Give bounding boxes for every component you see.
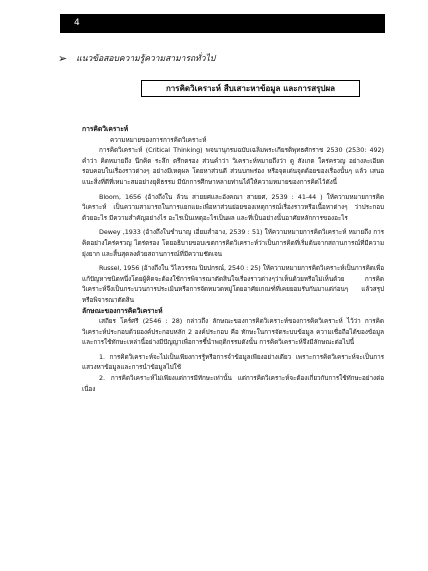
list-item: 1. การคิดวิเคราะห์จะไม่เป็นเพียงการรู้หรือการจำข้อมูลเพียงอย่างเดียว เพราะการคิดวิเคราะห์จะเป็นการแสวงหาข้อมูลและการนำข้อมูลไปใช้	[82, 352, 384, 372]
heading-characteristics: ลักษณะของการคิดวิเคราะห์	[82, 306, 163, 315]
chapter-title: การคิดวิเคราะห์ สืบเสาะหาข้อมูล และการสรุปผล	[165, 84, 336, 93]
document-body	[82, 124, 384, 394]
arrow-bullet-icon: ➢	[58, 51, 68, 65]
paragraph: การคิดวิเคราะห์ (Critical Thinking) พจนานุกรมฉบับเฉลิมพระเกียรติพุทธศักราช 2530 (2530: 492) คำว่า คิดหมายถึง นึกคิด ระลึก ตรึกตรอง ส่วนคำว่า วิเคราะห์หมายถึงว่า ดู สังเกต ใคร่ครวญ อย่างละเอียดรอบคอบในเรื่องราวต่างๆ อย่างมีเหตุผล โดยหาส่วนดี ส่วนบกพร่อง หรือจุดเด่นจุดด้อยของเรื่องนั้นๆ แล้ว เสนอแนะสิ่งที่ดีที่เหมาะสมอย่างยุติธรรม มีนักการศึกษาหลายท่านได้ให้ความหมายของการคิดไว้ดังนี้	[82, 146, 384, 186]
paragraph: Dewey ,1933 (อ้างถึงในชำนาญ เอี่ยมสำอาง, 2539 : 51) ให้ความหมายการคิดวิเคราะห์ หมายถึง การคิดอย่างใคร่ครวญ ไตร่ตรอง โดยอธิบายขอบเขตการคิดวิเคราะห์ว่าเป็นการคิดที่เริ่มต้นจากสถานการณ์ที่มีความยุ่งยาก และสิ้นสุดลงด้วยสถานการณ์ที่มีความชัดเจน	[82, 228, 384, 258]
paragraph: เสถียร โคร์ศรี (2546 : 28) กล่าวถึง ลักษณะของการคิดวิเคราะห์ของการคิดวิเคราะห์ ไว้ว่า การคิดวิเคราะห์ประกอบด้วยองค์ประกอบหลัก 2 องค์ประกอบ คือ ทักษะในการจัดระบบข้อมูล ความเชื่อถือได้ของข้อมูล และการใช้ทักษะเหล่านี้อย่างมีปัญญาเพื่อการชี้นำพฤติกรรมดังนั้น การคิดวิเคราะห์จึงมีลักษณะต่อไปนี้	[82, 317, 384, 347]
chapter-title-box	[141, 80, 360, 97]
section-title: แนวข้อสอบความรู้ความสามารถทั่วไป	[76, 54, 216, 64]
heading-critical-thinking: การคิดวิเคราะห์	[82, 125, 129, 133]
subheading-meaning: ความหมายของการการคิดวิเคราะห์	[110, 135, 207, 144]
paragraph: Russel, 1956 (อ้างถึงใน วิไลวรรณ ปิยปกรณ์, 2540 : 25) ให้ความหมายการคิดวิเคราะห์เป็นการคิดเพื่อแก้ปัญหาชนิดหนึ่งโดยผู้คิดจะต้องใช้การพิจารณาตัดสินใจเรื่องราวต่างๆว่าเห็นด้วยหรือไม่เห็นด้วย การคิดวิเคราะห์จึงเป็นกระบวนการประเมินหรือการจัดหมวดหมู่โดยอาศัยเกณฑ์ที่เคยยอมรับกันมาแต่ก่อนๆ แล้วสรุปหรือพิจารณาตัดสิน	[82, 264, 384, 304]
section-header	[58, 51, 215, 65]
list-item: 2. การคิดวิเคราะห์ไม่เพียงแต่การมีทักษะเท่านั้น แต่การคิดวิเคราะห์จะต้องเกี่ยวกับการใช้ทักษะอย่างต่อเนื่อง	[82, 374, 384, 393]
page-number: 4	[74, 18, 80, 28]
page-number-bar	[60, 14, 385, 33]
paragraph: Bloom, 1656 (อ้างถึงใน ล้วน สายยศและอังคณา สายยศ, 2539 : 41-44 ) ให้ความหมายการคิดวิเคราะห์ เป็นความสามารถในการแยกแยะเพื่อหาส่วนย่อยของเหตุการณ์เรื่องราวหรือเนื้อหาต่างๆ ว่าประกอบด้วยอะไร มีความสำคัญอย่างไร อะไรเป็นเหตุอะไรเป็นผล และที่เป็นอย่างนั้นอาศัยหลักการของอะไร	[82, 192, 384, 222]
